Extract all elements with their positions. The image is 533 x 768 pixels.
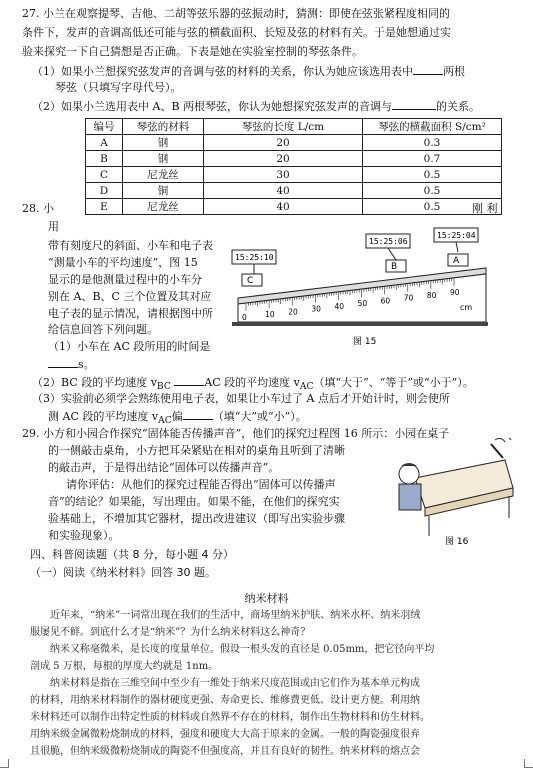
ruler-unit: cm	[460, 303, 473, 312]
q28-line-4: 别在 A、B、C 三个位置及其对应	[48, 290, 212, 303]
table-cell: 20	[204, 151, 363, 167]
table-row	[86, 183, 502, 199]
table-header-cell: 编号	[86, 119, 123, 135]
table-cell: 0.7	[363, 151, 502, 167]
article-p3-b: 的材料，用纳米材料制作的器材硬度更强、寿命更长、维修费更低、设计更方便。利用纳	[30, 695, 420, 706]
ruler-tick-label: 20	[288, 307, 298, 317]
q28-q2-sub-bc: BC	[156, 381, 171, 393]
figure-16-desk	[395, 438, 515, 548]
q28-q3-pian: 偏	[171, 410, 183, 423]
q27-line-2: 条件下，发声的音调高低还可能与弦的横截面积、长短及弦的材料有关。于是她想通过实	[22, 26, 451, 39]
student-hair	[401, 463, 417, 466]
q28-q3-sub-ac: AC	[158, 415, 172, 427]
q28-line-5: 电子表的显示情况，请根据图中所	[48, 307, 213, 320]
article-p1-b: 服屡见不鲜。到底什么才是“纳米”？为什么纳米材料这么神奇？	[30, 627, 311, 638]
page-corner-left	[0, 759, 9, 768]
timer-a-pointer	[456, 242, 458, 252]
ruler-tick-label: 60	[380, 296, 391, 306]
table-header-cell: 琴弦的材料	[123, 119, 204, 135]
q29-line-5: 音”的结论？如果能，写出理由。如果不能，在他们的探究实	[48, 495, 340, 508]
table-row	[86, 135, 502, 151]
q28-q2-blank[interactable]	[174, 375, 204, 386]
q27-line-1: 27. 小兰在观察提琴、吉他、二胡等弦乐器的弦振动时，猜测：即使在弦张紧程度相同的	[22, 7, 450, 20]
ruler-tick-label: 90	[450, 288, 460, 297]
q29-line-3: 的敲击声，于是得出结论“固体可以传播声音”。	[48, 461, 280, 474]
q29-line-4: 请你评估：从他们的探究过程能否得出“固体可以传播声	[66, 478, 336, 491]
figure-15-incline	[228, 222, 490, 352]
article-p1-a: 近年来，“纳米”一词常出现在我们的生活中，商场里纳米护肤、纳米水杯、纳米羽绒	[50, 610, 421, 621]
table-cell: 20	[204, 135, 363, 151]
ruler-tick-label: 40	[334, 301, 344, 311]
q29-line-1: 29. 小方和小园合作探究“固体能否传播声音”，他们的探究过程图 16 所示：小园在桌子	[22, 427, 450, 440]
table-header-row	[86, 119, 502, 135]
table-cell: 尼龙丝	[123, 199, 204, 215]
q27-q2-tail: 的关系。	[436, 100, 481, 113]
cart-a-label: A	[453, 256, 460, 266]
table-cell: 0.5	[363, 183, 502, 199]
table-row	[86, 199, 502, 215]
table-cell: 尼龙丝	[123, 167, 204, 183]
q27-question-1	[32, 64, 465, 79]
q28-line-1: 带有刻度尺的斜面、小车和电子表	[48, 239, 213, 252]
subsection-heading: （一）阅读《纳米材料》回答 30 题。	[30, 566, 216, 579]
table-cell: E	[86, 199, 123, 215]
ruler-tick-label: 70	[403, 293, 414, 303]
table-header-cell: 琴弦的长度 L/cm	[204, 119, 363, 135]
q28-q3-text: 测 AC 段的平均速度 v	[48, 410, 159, 423]
article-p2-a: 纳米又称毫微米，是长度的度量单位。假设一根头发的直径是 0.05mm，把它径向平均	[50, 644, 435, 655]
q27-q1-blank[interactable]	[413, 64, 443, 75]
table-cell: 40	[204, 183, 363, 199]
string-conditions-table	[85, 118, 502, 215]
table-cell: D	[86, 183, 123, 199]
cart-b-label: B	[391, 262, 398, 272]
timer-a-text: 15:25:04	[437, 231, 476, 240]
q28-q1-unit: s。	[78, 358, 95, 371]
q28-number: 28. 小	[22, 202, 54, 215]
table-cell: 铜	[123, 183, 204, 199]
table-row	[86, 167, 502, 183]
q29-line-7: 和实验现象）。	[48, 529, 120, 542]
table-row	[86, 151, 502, 167]
table-cell: 0.3	[363, 135, 502, 151]
student-body	[399, 484, 421, 510]
q28-q3-line-2	[48, 409, 307, 428]
q28-line-2: “测量小车的平均速度”，图 15	[48, 256, 198, 269]
student-head	[399, 464, 419, 484]
sound-wave-icon	[495, 438, 511, 442]
ruler-tick-label: 80	[426, 290, 437, 300]
article-p3-d: 用纳米级金属微粉烧制成的材料，强度和硬度大大高于原来的金属。一般的陶瓷强度很弃	[30, 729, 420, 740]
page-corner-right	[524, 759, 533, 768]
q28-question-1: （1）小车在 AC 段所用的时间是	[48, 340, 211, 353]
article-p2-b: 剖成 5 万根，每根的厚度大约就是 1nm。	[30, 661, 219, 672]
q28-q3-tail: （填“大”或“小”）。	[212, 410, 307, 423]
timer-b-text: 15:25:06	[369, 237, 408, 246]
ruler-tick-label: 30	[311, 304, 321, 314]
q29-line-2: 的一侧敲击桌角，小方把耳朵紧贴在相对的桌角且听到了清晰	[48, 444, 345, 457]
q27-q2-text: （2）如果小兰选用表中 A、B 两根琴弦，你认为她想探究弦发声的音调与	[32, 100, 393, 113]
ruler-tick-label: 0	[242, 313, 247, 322]
q28-q3-blank[interactable]	[183, 409, 213, 420]
q28-q2-text-2: AC 段的平均速度 v	[204, 376, 300, 389]
q28-q2-tail: （填“大于”、“等于”或“小于”）。	[313, 376, 474, 389]
q28-q1-answer	[48, 357, 95, 372]
table-cell: B	[86, 151, 123, 167]
ruler-tick-label: 50	[357, 299, 368, 309]
q27-q1-tail: 两根	[443, 65, 465, 78]
article-p3-c: 米材料还可以制作出特定性质的材料或自然界不存在的材料，制作出生物材料和仿生材料。	[30, 712, 430, 723]
q28-yong: 用	[48, 220, 59, 233]
incline-base	[232, 322, 488, 326]
table-cell: 30	[204, 167, 363, 183]
q28-line-3: 显示的是他测量过程中的小车分	[48, 273, 202, 286]
q27-q2-blank[interactable]	[392, 99, 436, 110]
section-heading: 四、科普阅读题（共 8 分，每小题 4 分）	[30, 548, 234, 561]
q27-line-3: 验来探究一下自己猜想是否正确。下表是她在实验室控制的琴弦条件。	[22, 45, 363, 58]
timer-c-text: 15:25:10	[235, 253, 274, 262]
q27-q1-text: （1）如果小兰想探究弦发声的音调与弦的材料的关系，你认为她应该选用表中	[32, 65, 413, 78]
table-cell: 0.5	[363, 167, 502, 183]
cart-c-label: C	[247, 276, 254, 286]
timer-b-pointer	[388, 248, 396, 260]
q28-question-3: （3）实验前必须学会熟练使用电子表，如果让小车过了 A 点后才开始计时，则会使所	[32, 392, 450, 405]
figure-16-caption: 图 16	[445, 537, 469, 547]
figure-15-caption: 图 15	[353, 337, 377, 347]
q29-line-6: 验基础上，不增加其它器材，提出改进建议（即写出实验步骤	[48, 512, 345, 525]
table-header-cell: 琴弦的横截面积 S/cm²	[363, 119, 502, 135]
article-p3-a: 纳米材料是指在三维空间中至少有一维处于纳米尺度范围或由它们作为基本单元构成	[50, 678, 420, 689]
table-cell: 钢	[123, 151, 204, 167]
article-p3-e: 且很脆，但纳米级微粉烧制成的陶瓷不但强度高，并且有良好的韧性。纳米材料的熔点会	[30, 746, 420, 757]
q28-line-6: 给信息回答下列问题。	[48, 323, 158, 336]
q27-q1-note: 琴弦（只填写字母代号）。	[55, 81, 182, 94]
ruler-tick-label: 10	[265, 310, 275, 320]
q28-q2-text: （2）BC 段的平均速度 v	[32, 376, 157, 389]
table-cell: 钢	[123, 135, 204, 151]
table-cell: C	[86, 167, 123, 183]
table-cell: 0.5	[363, 199, 502, 215]
q28-q2-sub-ac: AC	[299, 381, 314, 393]
q27-question-2	[32, 99, 480, 114]
knocking-hand	[491, 444, 503, 458]
q28-right-text: 刚 利	[472, 202, 498, 215]
table-cell: A	[86, 135, 123, 151]
table-cell: 40	[204, 199, 363, 215]
q28-q1-blank[interactable]	[48, 357, 78, 368]
article-title: 纳米材料	[244, 592, 289, 605]
